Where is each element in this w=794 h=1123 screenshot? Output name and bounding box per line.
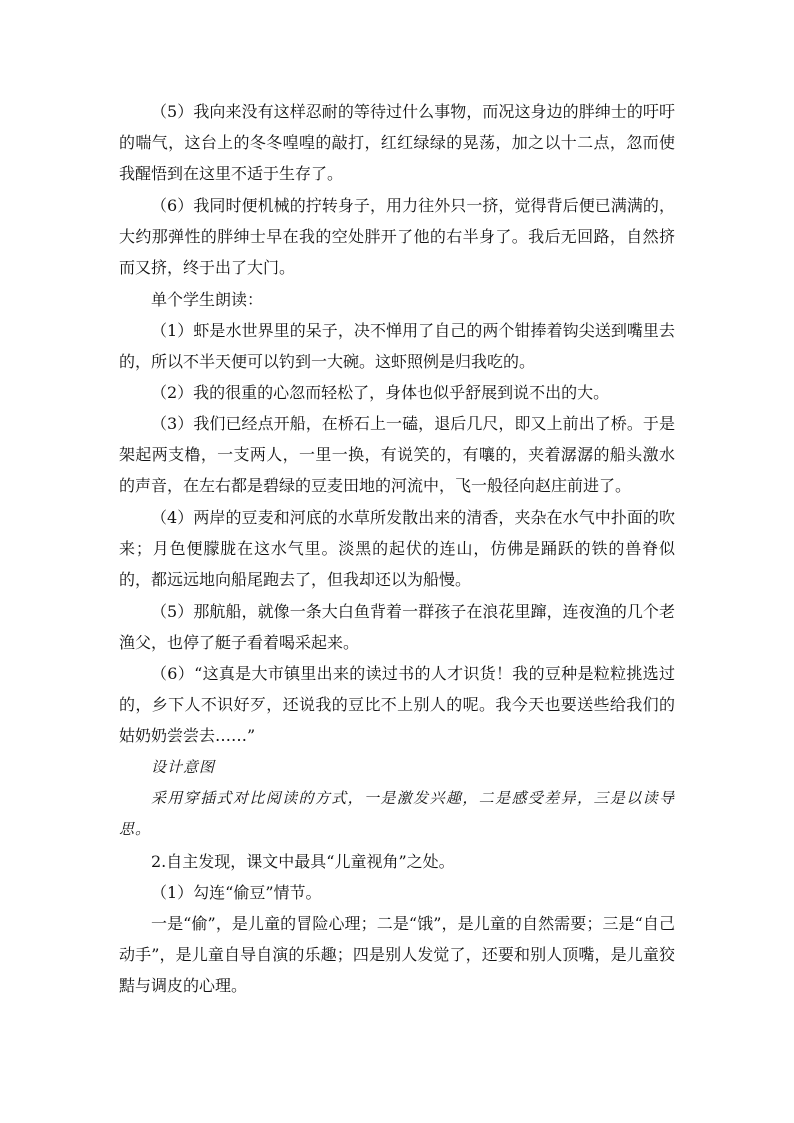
paragraph-single-read: 单个学生朗读： xyxy=(151,290,264,309)
paragraph-new-1: （1）虾是水世界里的呆子，决不惮用了自己的两个钳捧着钩尖送到嘴里去的，所以不半天便可以钓到一大碗。这虾照例是归我吃的。 xyxy=(119,321,675,371)
paragraph-new-3: （3）我们已经点开船，在桥石上一磕，退后几尺，即又上前出了桥。于是架起两支橹，一支两人，一里一换，有说笑的，有嚷的，夹着潺潺的船头激水的声音，在左右都是碧绿的豆麦田地的河流中，飞一般径向赵庄前进了。 xyxy=(119,414,675,495)
paragraph-new-4: （4）两岸的豆麦和河底的水草所发散出来的清香，夹杂在水气中扑面的吹来；月色便朦胧在这水气里。淡黑的起伏的连山，仿佛是踊跃的铁的兽脊似的，都远远地向船尾跑去了，但我却还以为船慢。 xyxy=(119,508,675,589)
paragraph-new-6: （6）“这真是大市镇里出来的读过书的人才识货！我的豆种是粒粒挑选过的，乡下人不识好歹，还说我的豆比不上别人的呢。我今天也要送些给我们的姑奶奶尝尝去……” xyxy=(119,664,675,745)
paragraph-old-5: （5）我向来没有这样忍耐的等待过什么事物，而况这身边的胖绅士的吁吁的喘气，这台上的冬冬喤喤的敲打，红红绿绿的晃荡，加之以十二点，忽而使我醒悟到在这里不适于生存了。 xyxy=(119,102,675,183)
design-intent-body: 采用穿插式对比阅读的方式，一是激发兴趣，二是感受差异，三是以读导思。 xyxy=(119,789,675,838)
design-intent-heading: 设计意图 xyxy=(151,758,216,776)
paragraph-new-5: （5）那航船，就像一条大白鱼背着一群孩子在浪花里蹿，连夜渔的几个老渔父，也停了艇子看着喝采起来。 xyxy=(119,602,675,652)
section-2-heading: 2.自主发现，课文中最具“儿童视角”之处。 xyxy=(151,852,455,871)
paragraph-new-2: （2）我的很重的心忽而轻松了，身体也似乎舒展到说不出的大。 xyxy=(151,383,610,402)
subsection-1-heading: （1）勾连“偷豆”情节。 xyxy=(151,883,322,902)
paragraph-old-6: （6）我同时便机械的拧转身子，用力往外只一挤，觉得背后便已满满的，大约那弹性的胖绅士早在我的空处胖开了他的右半身了。我后无回路，自然挤而又挤，终于出了大门。 xyxy=(119,196,675,277)
paragraph-analysis: 一是“偷”，是儿童的冒险心理；二是“饿”，是儿童的自然需要；三是“自己动手”，是儿童自导自演的乐趣；四是别人发觉了，还要和别人顶嘴，是儿童狡黠与调皮的心理。 xyxy=(119,914,675,995)
